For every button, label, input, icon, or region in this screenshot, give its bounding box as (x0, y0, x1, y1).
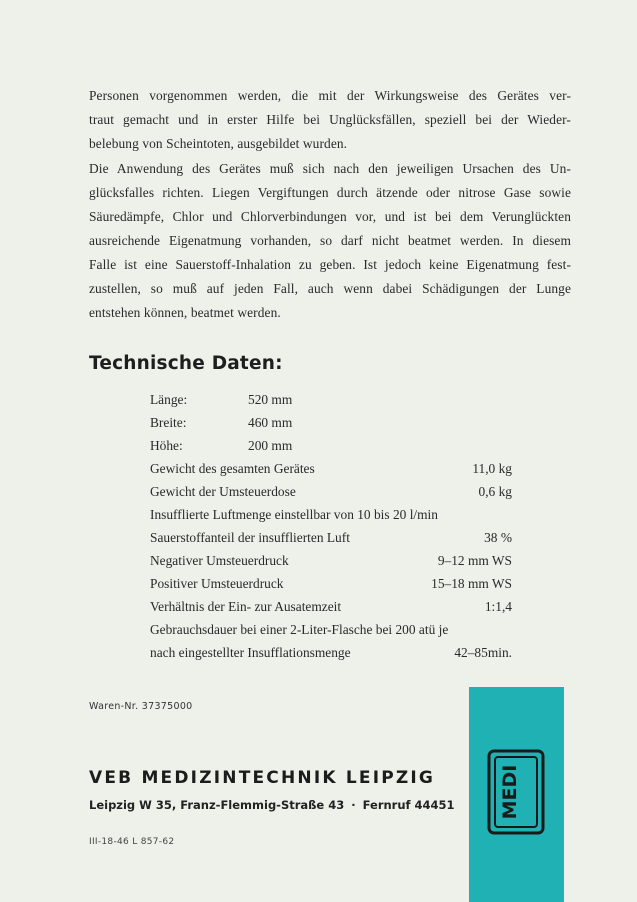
company-address (89, 798, 455, 812)
spec-label: Länge: (150, 392, 188, 407)
spec-label: Breite: (150, 415, 187, 430)
spec-label: Negativer Umsteuerdruck (150, 553, 289, 568)
spec-row (150, 461, 512, 481)
print-code: III-18-46 L 857-62 (89, 837, 175, 847)
paragraph-intro (89, 84, 571, 156)
spec-label: Gewicht der Umsteuerdose (150, 484, 296, 499)
spec-value: 15–18 mm WS (431, 576, 512, 591)
article-number: Waren-Nr. 37375000 (89, 701, 193, 712)
address-street: Leipzig W 35, Franz-Flemmig-Straße 43 (89, 798, 345, 812)
text-line: glücksfalles richten. Liegen Vergiftungen durch ätzende oder nitrose Gase sowie (89, 185, 571, 200)
spec-value: 460 mm (248, 415, 293, 430)
spec-row (150, 645, 512, 665)
spec-label: Verhältnis der Ein- zur Ausatemzeit (150, 599, 342, 614)
spec-label: Gewicht des gesamten Gerätes (150, 461, 315, 476)
text-line: Die Anwendung des Gerätes muß sich nach den jeweiligen Ursachen des Un- (89, 161, 571, 176)
spec-row (150, 553, 512, 573)
spec-label: nach eingestellter Insufflationsmenge (150, 645, 351, 660)
medi-logo-icon (487, 749, 545, 835)
spec-value: 520 mm (248, 392, 293, 407)
text-line: Falle ist eine Sauerstoff-Inhalation zu geben. Ist jedoch keine Eigenatmung fest- (89, 257, 571, 272)
text-line: ausreichende Eigenatmung vorhanden, so darf nicht beatmet werden. In diesem (89, 233, 571, 248)
paragraph-application (89, 157, 571, 325)
company-name: VEB MEDIZINTECHNIK LEIPZIG (89, 768, 436, 788)
text-line: Personen vorgenommen werden, die mit der Wirkungsweise des Gerätes ver- (89, 88, 571, 103)
text-line: belebung von Scheintoten, ausgebildet wurden. (89, 136, 348, 151)
spec-value: 38 % (484, 530, 512, 545)
section-heading: Technische Daten: (89, 353, 283, 374)
spec-value: 1:1,4 (484, 599, 512, 614)
spec-label: Sauerstoffanteil der insufflierten Luft (150, 530, 350, 545)
text-line: traut gemacht und in erster Hilfe bei Unglücksfällen, speziell bei der Wieder- (89, 112, 571, 127)
svg-text:MEDI: MEDI (499, 764, 521, 820)
spec-label: Positiver Umsteuerdruck (150, 576, 284, 591)
address-separator: · (351, 798, 356, 812)
spec-label: Höhe: (150, 438, 183, 453)
spec-value: 0,6 kg (478, 484, 512, 499)
text-line: entstehen können, beatmet werden. (89, 305, 281, 320)
address-phone: Fernruf 44451 (362, 798, 455, 812)
spec-row (150, 507, 512, 527)
text-line: zustellen, so muß auf jeden Fall, auch wenn dabei Schädigungen der Lunge (89, 281, 571, 296)
spec-label: Gebrauchsdauer bei einer 2-Liter-Flasche bei 200 atü je (150, 622, 449, 637)
spec-label: Insufflierte Luftmenge einstellbar von 10 bis 20 l/min (150, 507, 438, 522)
spec-row (150, 530, 512, 550)
spec-value: 11,0 kg (472, 461, 512, 476)
spec-row (150, 576, 512, 596)
spec-row (150, 484, 512, 504)
spec-value: 200 mm (248, 438, 293, 453)
spec-row (150, 599, 512, 619)
text-line: Säuredämpfe, Chlor und Chlorverbindungen vor, und ist bei dem Verunglückten (89, 209, 571, 224)
spec-row (150, 622, 512, 642)
spec-value: 42–85min. (454, 645, 512, 660)
spec-value: 9–12 mm WS (437, 553, 512, 568)
